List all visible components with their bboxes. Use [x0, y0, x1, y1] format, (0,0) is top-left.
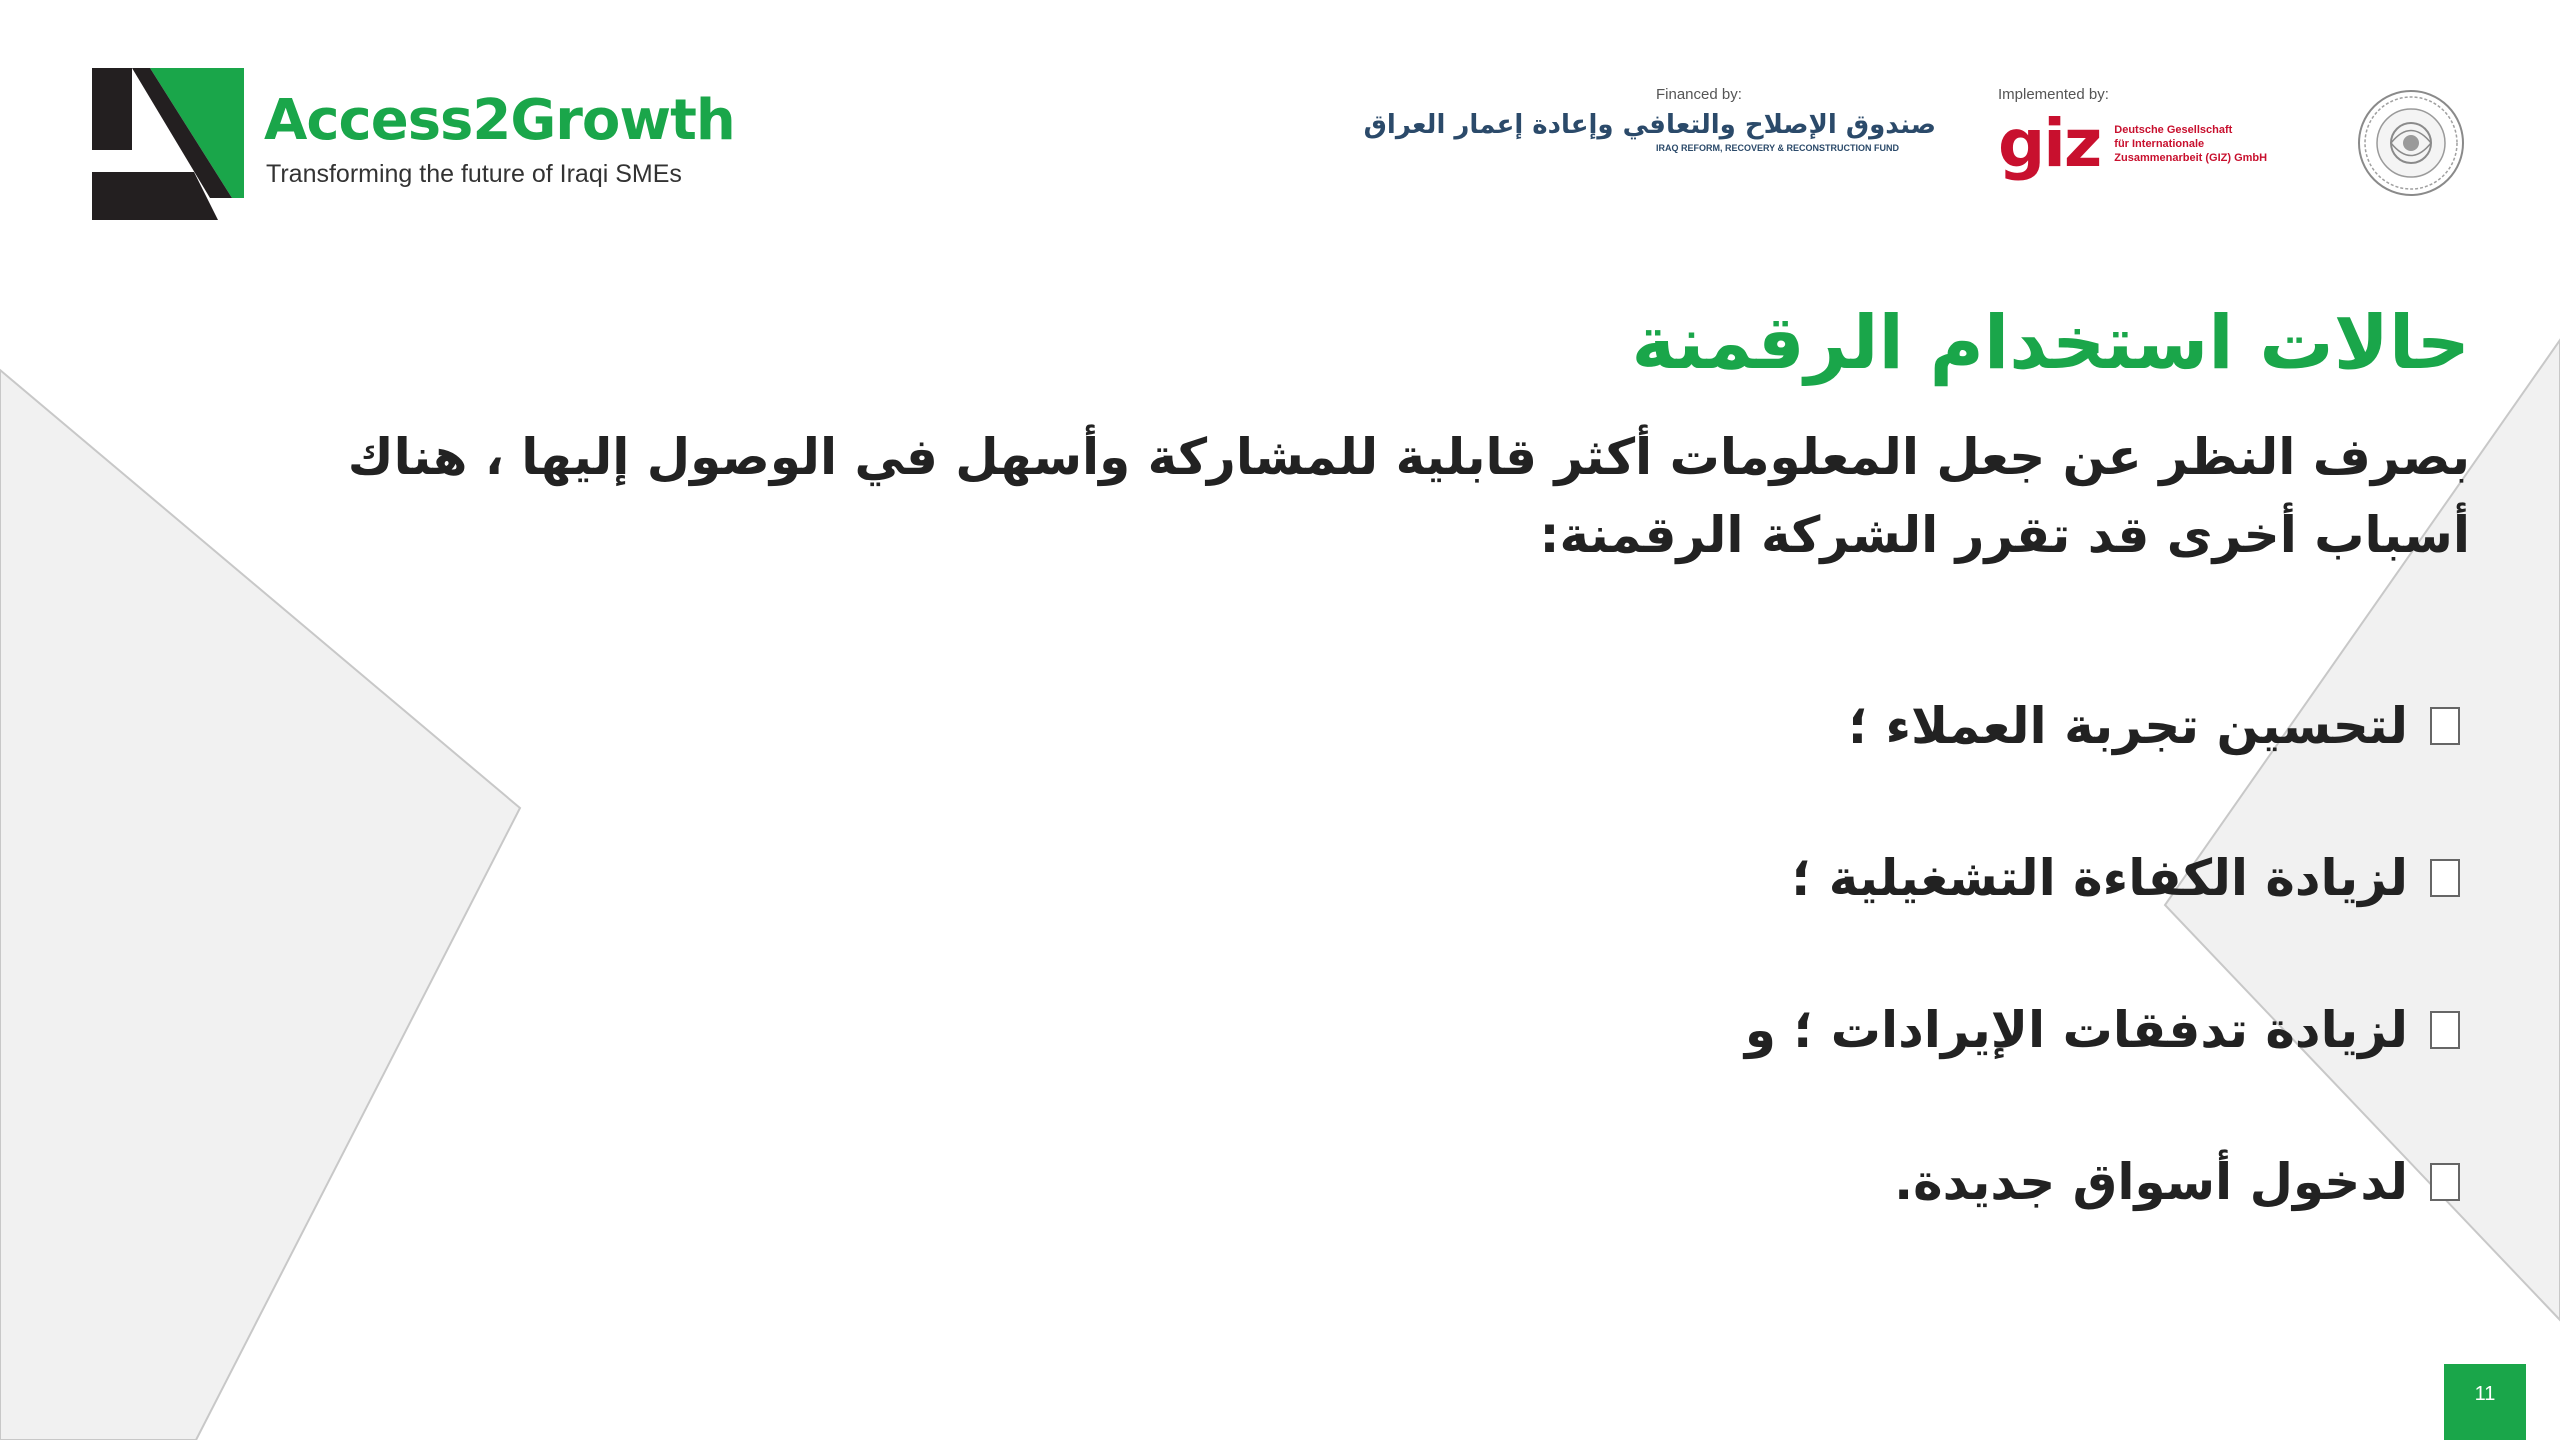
giz-logo	[1998, 105, 2328, 182]
bullet-text: لتحسين تجربة العملاء ؛	[1848, 697, 2408, 755]
financed-by-label: Financed by:	[1656, 86, 1742, 103]
bullet-text: لزيادة تدفقات الإيرادات ؛ و	[1744, 1001, 2408, 1059]
bullet-list	[1260, 650, 2460, 1258]
checkbox-bullet-icon	[2430, 859, 2460, 897]
brand-tagline: Transforming the future of Iraqi SMEs	[266, 160, 682, 188]
checkbox-bullet-icon	[2430, 707, 2460, 745]
government-seal-icon	[2356, 88, 2466, 198]
brand-name: Access2Growth	[264, 88, 735, 153]
implemented-by-label: Implemented by:	[1998, 86, 2109, 103]
checkbox-bullet-icon	[2430, 1163, 2460, 1201]
giz-wordmark: giz	[1998, 105, 2101, 182]
access2growth-logo	[92, 68, 772, 220]
giz-line-3: Zusammenarbeit (GIZ) GmbH	[2114, 152, 2268, 164]
financed-by-logo	[1363, 86, 1936, 206]
bullet-text: لزيادة الكفاءة التشغيلية ؛	[1791, 849, 2408, 907]
fund-arabic-name: صندوق الإصلاح والتعافي وإعادة إعمار العراق	[1363, 110, 1936, 140]
giz-line-2: für Internationale	[2114, 138, 2205, 150]
fund-english-name: IRAQ REFORM, RECOVERY & RECONSTRUCTION FUND	[1656, 143, 1900, 153]
list-item	[1260, 650, 2460, 802]
slide-title: حالات استخدام الرقمنة	[1631, 300, 2470, 386]
intro-paragraph: بصرف النظر عن جعل المعلومات أكثر قابلية للمشاركة وأسهل في الوصول إليها ، هناك أسباب أخرى قد تقرر الشركة الرقمنة:	[347, 428, 2470, 564]
access2growth-mark-icon	[92, 68, 244, 220]
list-item	[1260, 802, 2460, 954]
implemented-by-logo	[1998, 86, 2328, 206]
giz-line-1: Deutsche Gesellschaft	[2114, 124, 2233, 136]
checkbox-bullet-icon	[2430, 1011, 2460, 1049]
list-item	[1260, 954, 2460, 1106]
giz-fullname	[2114, 123, 2267, 165]
list-item	[1260, 1106, 2460, 1258]
bullet-text: لدخول أسواق جديدة.	[1894, 1153, 2408, 1211]
page-number: 11	[2444, 1364, 2526, 1440]
